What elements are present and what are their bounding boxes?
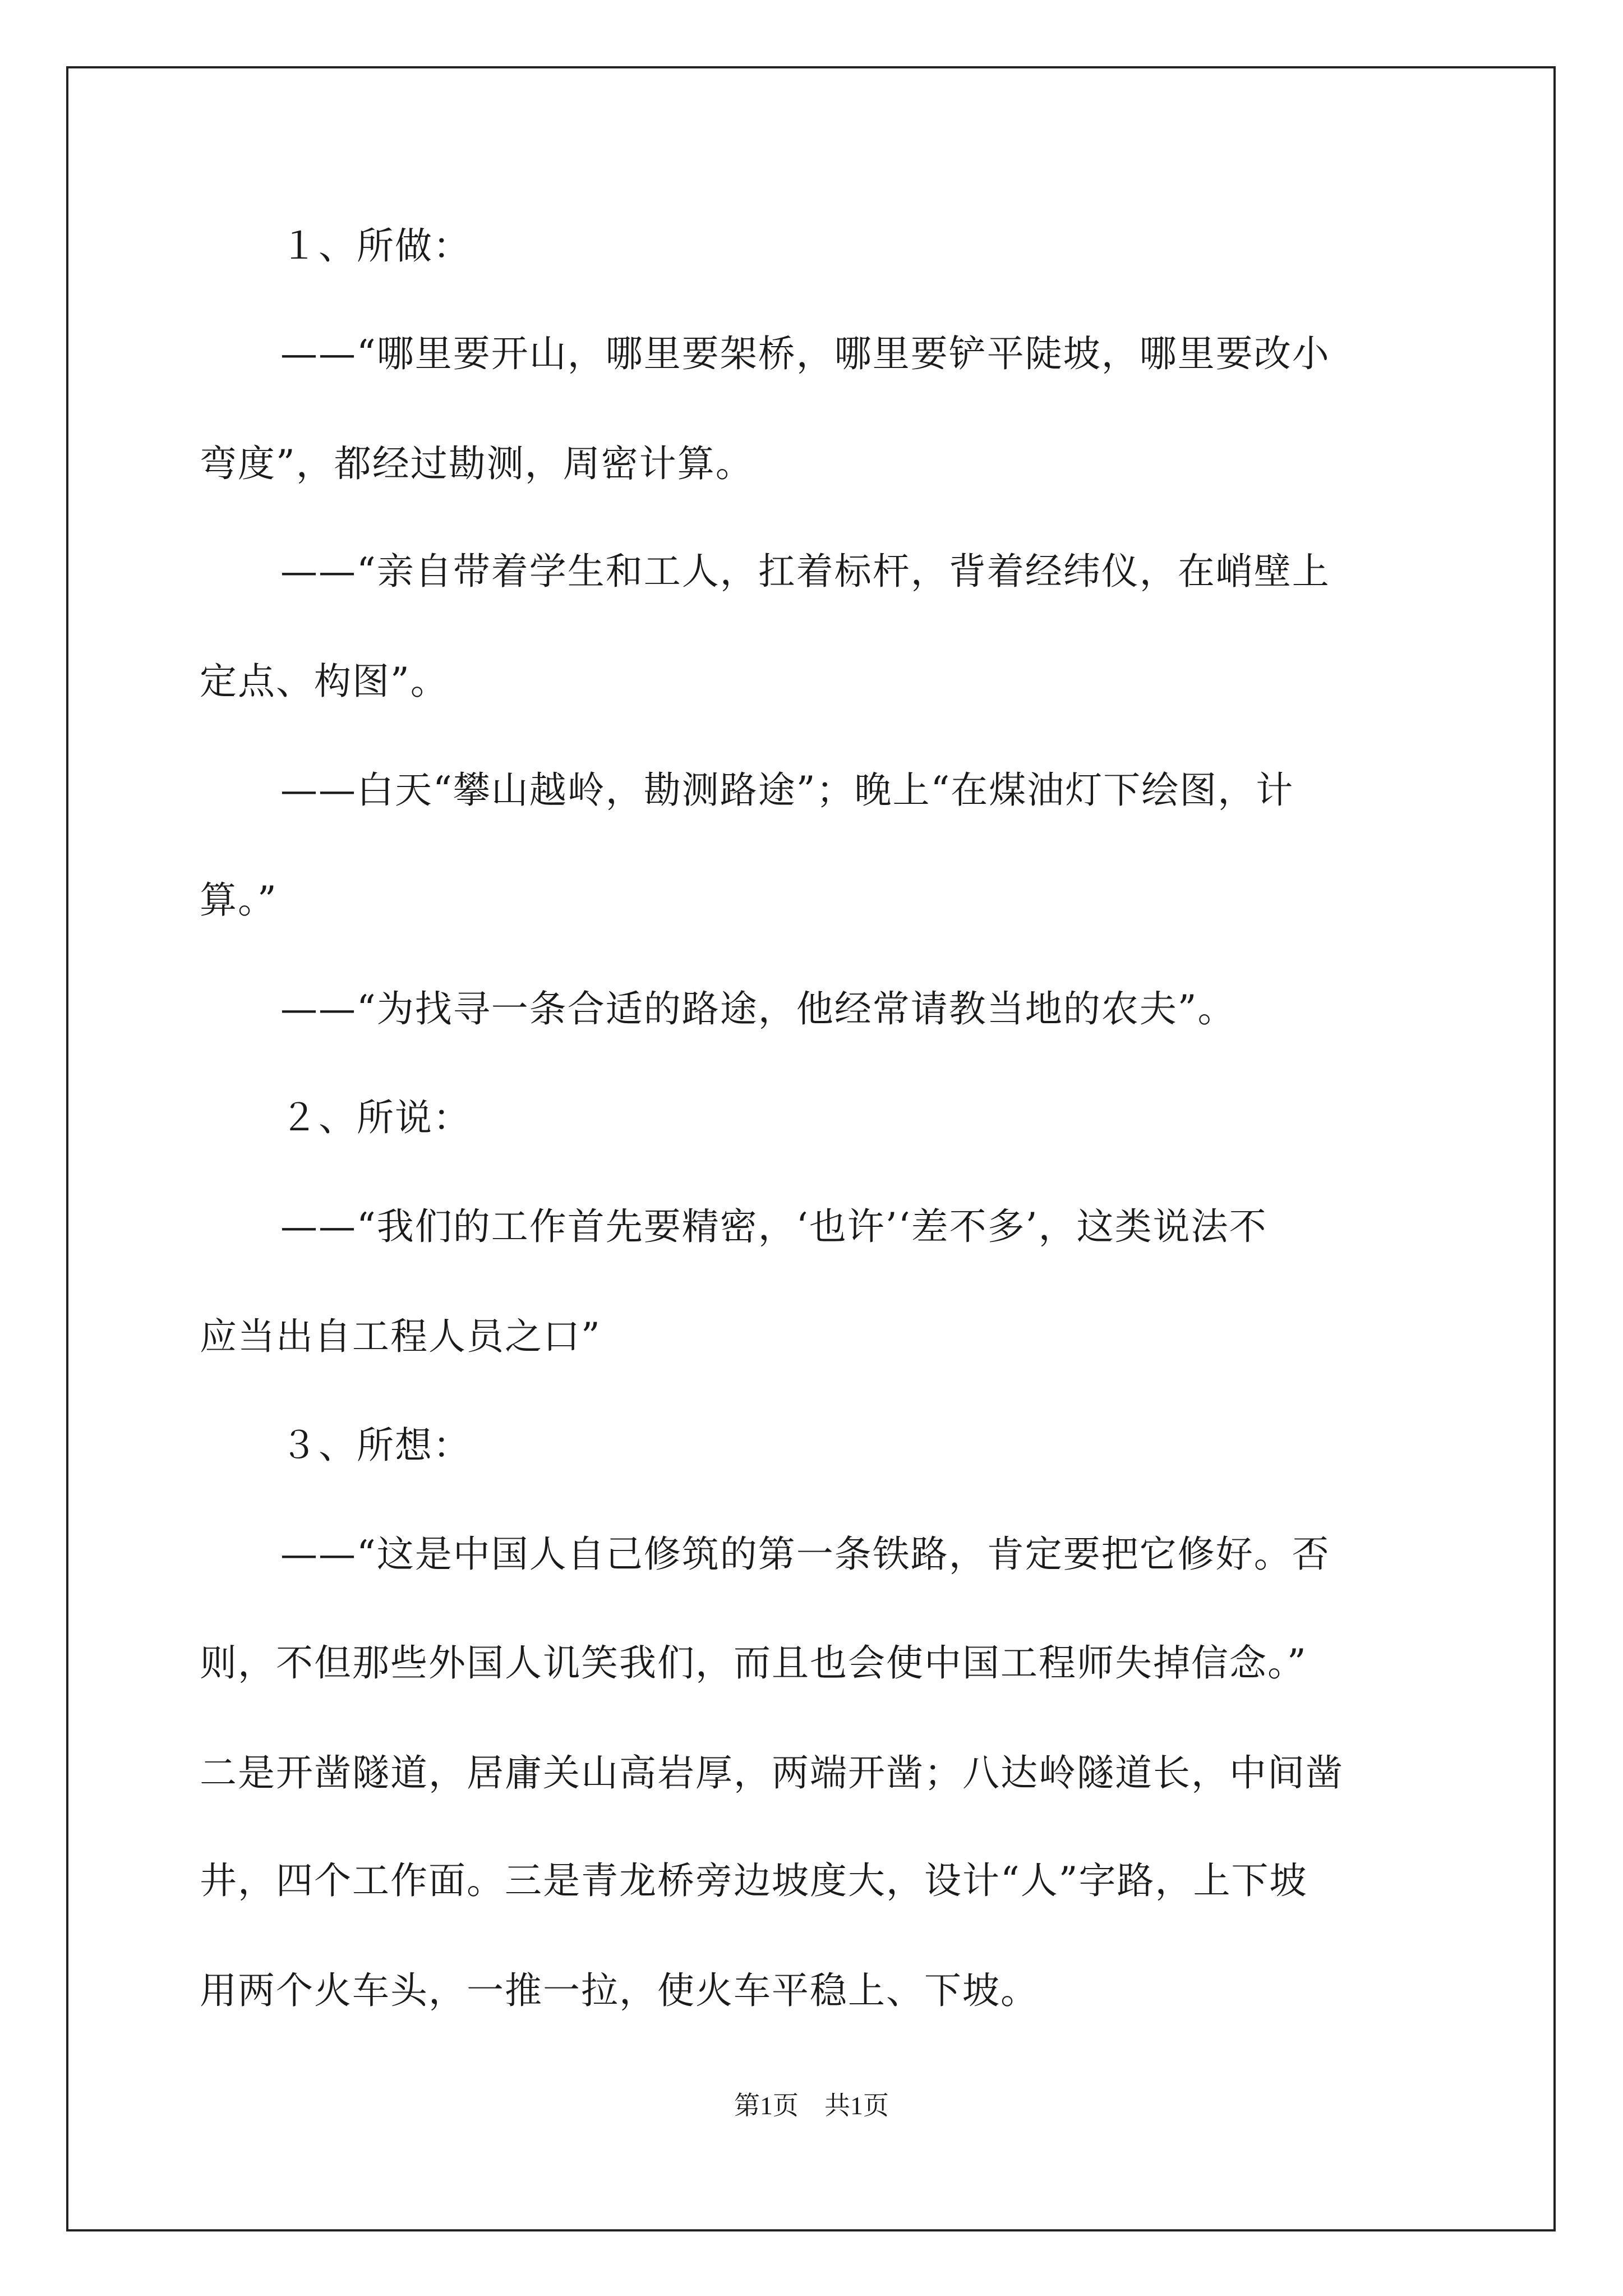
page-number-footer: 第1页 共1页 <box>734 2091 889 2120</box>
heading-1-what-he-did: １、所做： <box>280 224 471 268</box>
paragraph-line: 则，不但那些外国人讥笑我们，而且也会使中国工程师失掉信念。” <box>200 1641 1307 1685</box>
paragraph-line: ——白天“攀山越岭，勘测路途”；晚上“在煤油灯下绘图，计 <box>280 769 1294 812</box>
paragraph-line: 二是开凿隧道，居庸关山高岩厚，两端开凿；八达岭隧道长，中间凿 <box>200 1751 1344 1795</box>
paragraph-line: 定点、构图”。 <box>200 660 449 703</box>
paragraph-line: 井，四个工作面。三是青龙桥旁边坡度大，设计“人”字路，上下坡 <box>200 1859 1308 1902</box>
paragraph-line: 算。” <box>200 878 278 922</box>
paragraph-line: 用两个火车头，一推一拉，使火车平稳上、下坡。 <box>200 1969 1039 2012</box>
page-border <box>66 66 1556 2231</box>
paragraph-line: ——“我们的工作首先要精密，‘也许’‘差不多’，这类说法不 <box>280 1205 1267 1248</box>
heading-2-what-he-said: ２、所说： <box>280 1096 471 1139</box>
paragraph-line: 弯度”，都经过勘测，周密计算。 <box>200 442 754 485</box>
paragraph-line: ——“亲自带着学生和工人，扛着标杆，背着经纬仪，在峭壁上 <box>280 550 1330 593</box>
heading-3-what-he-thought: ３、所想： <box>280 1424 471 1467</box>
paragraph-line: ——“为找寻一条合适的路途，他经常请教当地的农夫”。 <box>280 987 1236 1030</box>
paragraph-line: ——“哪里要开山，哪里要架桥，哪里要铲平陡坡，哪里要改小 <box>280 332 1330 375</box>
paragraph-line: 应当出自工程人员之口” <box>200 1315 601 1358</box>
paragraph-line: ——“这是中国人自己修筑的第一条铁路，肯定要把它修好。否 <box>280 1533 1330 1576</box>
